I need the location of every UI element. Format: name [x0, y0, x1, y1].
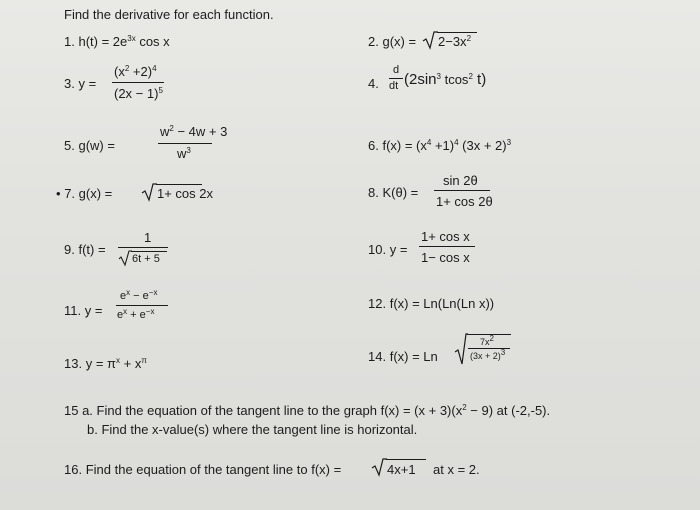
lhs: y = — [389, 242, 408, 257]
expression-tail: cos x — [135, 34, 170, 49]
problem-14 — [368, 349, 438, 364]
problem-3 — [64, 76, 96, 91]
lhs: y = — [84, 303, 103, 318]
problem-number: 6. — [368, 138, 379, 153]
problem-number: 8. — [368, 185, 379, 200]
lhs: f(t) = — [78, 242, 106, 257]
problem-15b: b. Find the x-value(s) where the tangent line is horizontal. — [87, 422, 418, 437]
fraction-bar — [116, 305, 168, 306]
fraction-bar — [112, 82, 164, 83]
radical-overline — [467, 334, 511, 335]
expression: h(t) = 2e — [78, 34, 128, 49]
fraction-numerator: sin 2θ — [443, 173, 478, 188]
problem-1 — [64, 34, 170, 49]
problem-number: 15 a. — [64, 403, 93, 418]
problem-number: 13. — [64, 356, 83, 371]
lhs: y = — [78, 76, 97, 91]
radical-sign — [454, 332, 468, 366]
radical-sign — [141, 182, 157, 202]
lhs: f(x) = Ln — [389, 349, 438, 364]
problem-number: 3. — [64, 76, 75, 91]
fraction-bar — [158, 143, 212, 144]
worksheet-heading: Find the derivative for each function. — [64, 7, 274, 22]
radical-sign — [118, 249, 132, 267]
derivative-d: d — [393, 64, 400, 76]
problem-number: b. — [87, 422, 98, 437]
problem-7 — [56, 186, 112, 201]
radicand: $2-3x^2$ — [438, 34, 472, 49]
fraction-denominator: $w^3$ — [177, 146, 191, 161]
problem-4-number: 4. — [368, 76, 379, 91]
fraction-numerator: $7x^2$ — [480, 334, 494, 347]
problem-number: 1. — [64, 34, 75, 49]
lhs: g(w) = — [78, 138, 115, 153]
problem-8 — [368, 185, 418, 200]
fraction-denominator: $(3x + 2)^3$ — [470, 348, 506, 361]
problem-5 — [64, 138, 115, 153]
fraction-denominator: $(2x - 1)^5$ — [114, 86, 163, 101]
fraction-numerator: 1+ cos x — [421, 229, 470, 244]
fraction-numerator: 1 — [144, 230, 152, 245]
problem-11 — [64, 303, 102, 318]
fraction-bar — [118, 247, 168, 248]
derivative-bar — [389, 78, 403, 79]
lhs: K(θ) = — [382, 185, 419, 200]
problem-number: 12. — [368, 296, 387, 311]
problem-16: 16. Find the equation of the tangent line to f(x) = — [64, 462, 342, 477]
fraction-numerator: $e^x - e^{-x}$ — [120, 288, 158, 302]
radical-overline — [386, 459, 426, 460]
fraction-denominator: 1+ cos 2θ — [436, 194, 493, 209]
fraction-numerator: $(x^2 +2)^4$ — [114, 64, 157, 79]
problem-number: 7. — [64, 186, 76, 201]
bullet: • — [56, 186, 61, 201]
radical-sign — [371, 457, 387, 477]
exponent: 3x — [127, 34, 136, 43]
problem-10 — [368, 242, 407, 257]
radical-sign — [422, 30, 438, 50]
problem-9 — [64, 242, 106, 257]
problem-number: 16. — [64, 462, 83, 477]
problem-number: 14. — [368, 349, 387, 364]
problem-15a: 15 a. Find the equation of the tangent line to the graph $f(x) = (x + 3)(x^2 - 9)$ at (-2,-5). — [64, 403, 551, 418]
problem-number: 9. — [64, 242, 75, 257]
problem-number: 11. — [64, 303, 82, 318]
problem-number: 10. — [368, 242, 387, 257]
radicand: 4x+1 — [387, 462, 416, 477]
lhs: g(x) = — [78, 186, 113, 201]
lhs: g(x) = — [382, 34, 417, 49]
problem-4: ($2\sin^3$ tcos$^2$ t) — [404, 71, 487, 88]
problem-number: 5. — [64, 138, 75, 153]
problem-12: 12. f(x) = Ln(Ln(Ln x)) — [368, 296, 495, 311]
problem-13: 13. $y = \pi^x + x^\pi$ — [64, 356, 147, 371]
fraction-bar — [419, 246, 475, 247]
problem-2 — [368, 34, 416, 49]
fraction-bar — [434, 190, 490, 191]
problem-number: 2. — [368, 34, 379, 49]
problem-16-tail: at x = 2. — [433, 462, 480, 477]
fraction-denominator: $e^x + e^{-x}$ — [117, 307, 155, 321]
radical-overline — [437, 32, 477, 33]
fraction-denominator: 1− cos x — [421, 250, 470, 265]
problem-6: 6. $f(x) = (x^4 +1)^4$ $(3x + 2)^3$ — [368, 138, 512, 153]
radicand: 1+ cos 2x — [157, 186, 214, 201]
radical-overline — [156, 184, 202, 185]
fraction-numerator: $w^2 - 4w + 3$ — [160, 124, 228, 139]
radicand: 6t + 5 — [132, 253, 160, 265]
radical-overline — [131, 251, 167, 252]
derivative-dt: dt — [389, 80, 399, 92]
